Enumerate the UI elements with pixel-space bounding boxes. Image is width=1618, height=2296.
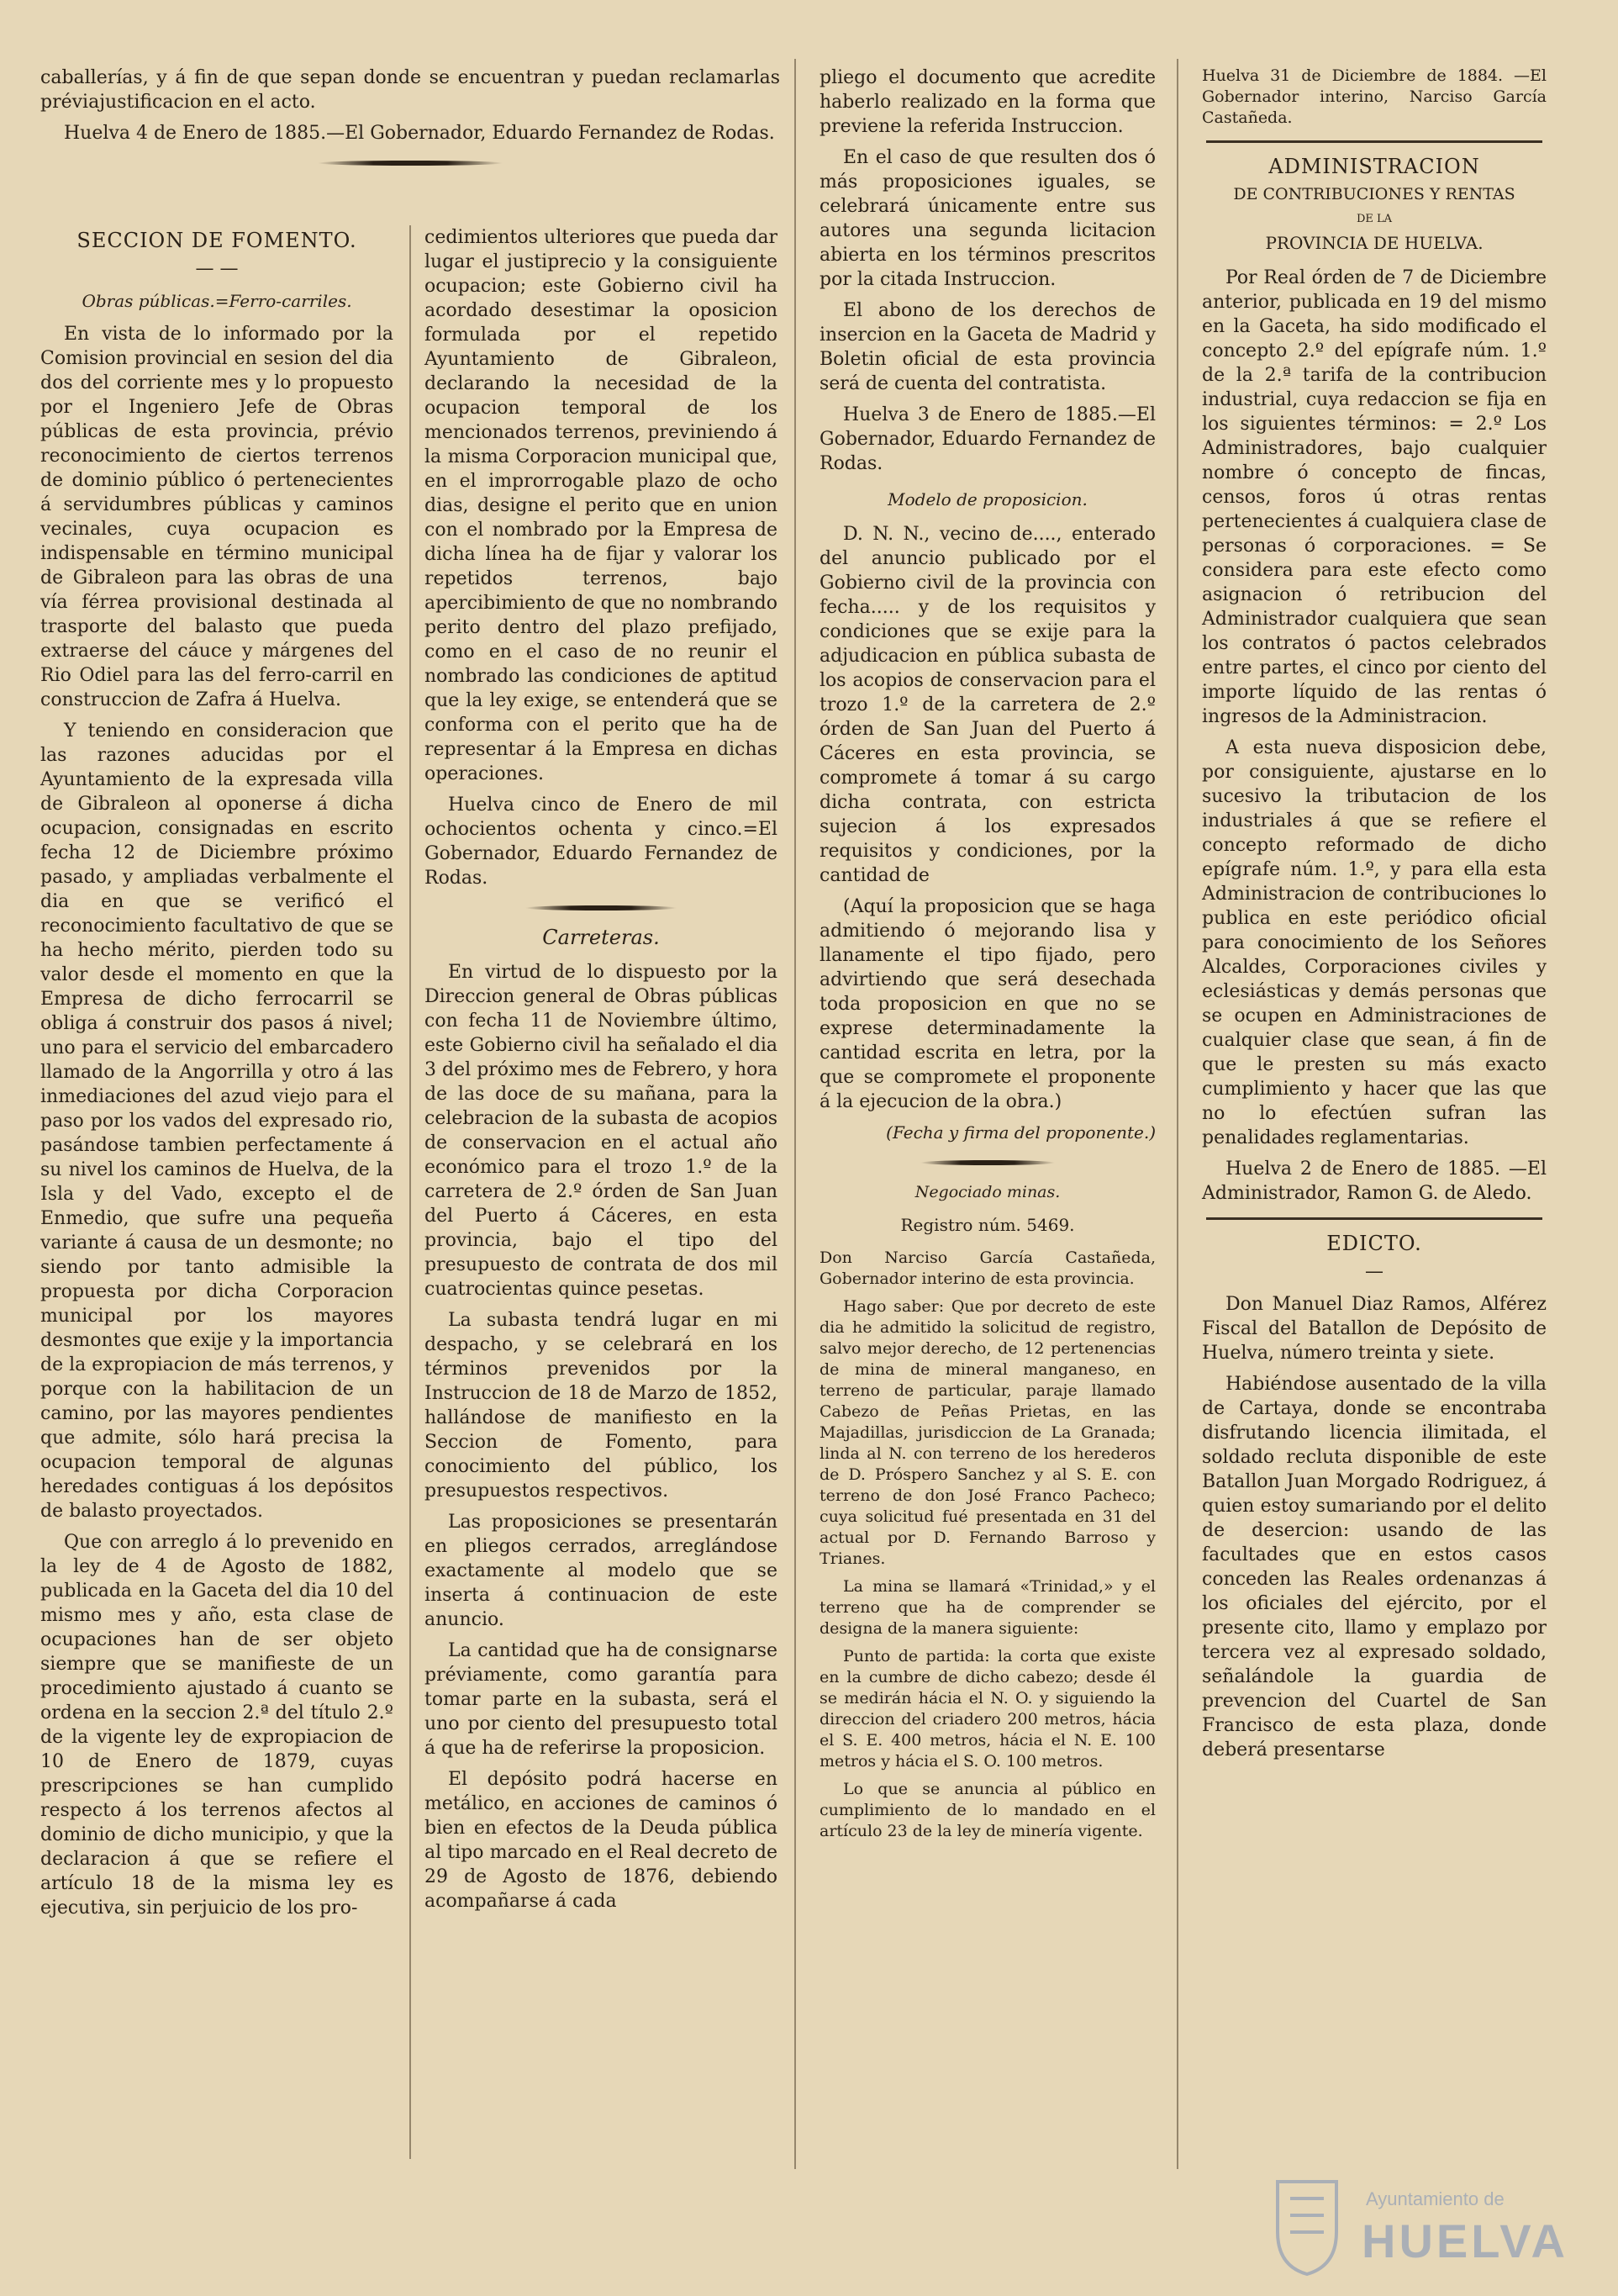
- fomento-paragraph-4: cedimientos ulteriores que pueda dar lugar el justiprecio y la consiguiente ocupacion; este Gobierno civil ha acordado desestimar la oposicion formulada por el repetido Ayuntamiento de Gibraleon, declarando la necesidad de la ocupacion temporal de los mencionados terrenos, previniendo á la misma Corporacion municipal que, en el improrrogable plazo de ocho dias, designe el perito que en union con el nombrado por la Empresa de dicha línea ha de fijar y valorar los repetidos terrenos, bajo apercibimiento de que no nombrando perito dentro del plazo prefijado, como en el caso de no reunir el nombrado las condiciones de aptitud que la ley exige, se entenderá que se conforma con el perito que ha de representar á la Empresa en dichas operaciones.: [424, 227, 777, 784]
- administracion-provincia: PROVINCIA DE HUELVA.: [1265, 233, 1484, 253]
- section-heading-fomento: SECCION DE FOMENTO.: [76, 229, 357, 252]
- column-1: [40, 220, 393, 1927]
- carreteras-paragraph-8: El abono de los derechos de insercion en la Gaceta de Madrid y Boletin oficial de esta provincia será de cuenta del contratista.: [820, 300, 1156, 394]
- ornament-rule: [318, 161, 503, 166]
- carry-signature: Huelva 4 de Enero de 1885.—El Gobernador, Eduardo Fernandez de Rodas.: [64, 123, 775, 144]
- modelo-paragraph-2: (Aquí la proposicion que se haga admitiendo ó mejorando lisa y llanamente el tipo fijado, pero advirtiendo que será desechada toda proposicion en que no se exprese determinadamente la cantidad escrita en letra, por la que se compromete el proponente á la ejecucion de la obra.): [820, 896, 1156, 1112]
- carreteras-paragraph-6: pliego el documento que acredite haberlo realizado en la forma que previene la referida Instruccion.: [820, 67, 1156, 137]
- modelo-paragraph-1: D. N. N., vecino de...., enterado del anuncio publicado por el Gobierno civil de la provincia con fecha..... y de los requisitos y condiciones que se exije para la adjudicacion en pública subasta de los acopios de conservacion para el trozo 1.º de la carretera de 2.º órden de San Juan del Puerto á Cáceres en esta provincia, se compromete á tomar á su cargo dicha contrata, con estricta sujecion á los expresados requisitos y condiciones, por la cantidad de: [820, 524, 1156, 886]
- column-rule-1: [409, 225, 411, 2159]
- registro-number: Registro núm. 5469.: [900, 1215, 1075, 1235]
- fomento-paragraph-1: En vista de lo informado por la Comision provincial en sesion del dia dos del corriente mes y lo propuesto por el Ingeniero Jefe de Obras públicas de esta provincia, prévio reconocimiento de ciertos terrenos de dominio público ó pertenecientes á servidumbres públicas y caminos vecinales, cuya ocupacion es indispensable en término municipal de Gibraleon para las obras de una vía férrea provisional destinada al trasporte del balasto que pueda extraerse del cáuce y márgenes del Rio Odiel para las del ferro-carril en construccion de Zafra á Huelva.: [40, 324, 393, 710]
- carreteras-paragraph-3: Las proposiciones se presentarán en pliegos cerrados, arreglándose exactamente al modelo que se inserta á continuacion de este anuncio.: [424, 1512, 777, 1630]
- logo-line-1: Ayuntamiento de: [1366, 2188, 1505, 2209]
- fomento-paragraph-2: Y teniendo en consideracion que las razones aducidas por el Ayuntamiento de la expresada villa de Gibraleon al oponerse á dicha ocupacion, consignadas en escrito fecha 12 de Diciembre próximo pasado, y ampliadas verbalmente el dia en que se verificó el reconocimiento facultativo de que se ha hecho mérito, pierden todo su valor desde el momento en que la Empresa de dicho ferrocarril se obliga á construir dos pasos á nivel; uno para el servicio del embarcadero llamado de la Angorrilla y otro á las inmediaciones del azud viejo para el paso por los vados del expresado rio, pasándose tambien perfectamente á su nivel los caminos de Huelva, de la Isla y del Vado, excepto el de Enmedio, que sufre una pequeña variante á causa de un desmonte; no siendo por tanto admisible la propuesta por dicha Corporacion municipal por los mayores desmontes que exije y la importancia de la expropiacion de más terrenos, y porque con la habilitacion de un camino, por las mayores pendientes que admite, sólo hará precisa la ocupacion temporal de algunas heredades contiguas á los depósitos de balasto proyectados.: [40, 720, 393, 1522]
- minas-paragraph-3: La mina se llamará «Trinidad,» y el terreno que ha de comprender se designa de la manera siguiente:: [820, 1577, 1156, 1638]
- ornament-rule: [525, 905, 677, 910]
- minas-paragraph-1: Don Narciso García Castañeda, Gobernador interino de esta provincia.: [820, 1248, 1156, 1288]
- fomento-signature: Huelva cinco de Enero de mil ochocientos ochenta y cinco.=El Gobernador, Eduardo Fernandez de Rodas.: [424, 794, 777, 889]
- logo-line-2: HUELVA: [1362, 2214, 1568, 2267]
- edicto-paragraph-1: Don Manuel Diaz Ramos, Alférez Fiscal del Batallon de Depósito de Huelva, número treinta y siete.: [1202, 1294, 1547, 1364]
- carreteras-paragraph-2: La subasta tendrá lugar en mi despacho, y se celebrará en los términos prevenidos por la Instruccion de 18 de Marzo de 1852, hallándose de manifiesto en la Seccion de Fomento, para conocimiento del público, los presupuestos respectivos.: [424, 1310, 777, 1502]
- modelo-signature: (Fecha y firma del proponente.): [886, 1122, 1156, 1143]
- administracion-paragraph-1: Por Real órden de 7 de Diciembre anterior, publicada en 19 del mismo en la Gaceta, ha sido modificado el concepto 2.º del epígrafe núm. 1.º de la 2.ª tarifa de la contribucion industrial, cuya redaccion se fija en los siguientes términos: = 2.º Los Administradores, bajo cualquier nombre ó concepto de fincas, censos, foros ú otras rentas pertenecientes á cualquiera clase de personas ó corporaciones. = Se considera para este efecto como asignacion ó retribucion del Administrador cualquiera que sean los contratos ó pactos celebrados entre partes, el cinco por ciento del importe líquido de las rentas ó ingresos de la Administracion.: [1202, 267, 1547, 727]
- administracion-paragraph-2: A esta nueva disposicion debe, por consiguiente, ajustarse en lo sucesivo la tributacion de los industriales á que se refiere el concepto reformado de dicho epígrafe núm. 1.º, y para ella esta Administracion de contribuciones lo publica en este periódico oficial para conocimiento de los Señores Alcaldes, Corporaciones civiles y eclesiásticas y demás personas que se ocupen en Administraciones de cualquier clase que sean, á fin de que le presten su más exacto cumplimiento y hacer que las que no lo efectúen sufran las penalidades reglamentarias.: [1202, 737, 1547, 1148]
- minas-heading: Negociado minas.: [914, 1183, 1061, 1201]
- subheading-obras: Obras públicas.=Ferro-carriles.: [82, 291, 352, 311]
- ornament-rule: [920, 1160, 1055, 1165]
- carreteras-paragraph-4: La cantidad que ha de consignarse préviamente, como garantía para tomar parte en la subasta, será el uno por ciento del presupuesto total á que ha de referirse la proposicion.: [424, 1640, 777, 1759]
- column-2: [424, 225, 777, 1920]
- minas-signature: Huelva 31 de Diciembre de 1884. —El Gobernador interino, Narciso García Castañeda.: [1202, 66, 1547, 127]
- heading-dash: —: [1365, 1261, 1383, 1282]
- fomento-paragraph-3: Que con arreglo á lo prevenido en la ley de 4 de Agosto de 1882, publicada en la Gaceta del dia 10 del mismo mes y año, esta clase de ocupaciones han de ser objeto siempre que se manifieste de un procedimiento ajustado á cuanto se ordena en la seccion 2.ª del título 2.º de la vigente ley de expropiacion de 10 de Enero de 1879, cuyas prescripciones se han cumplido respecto á los terrenos afectos al dominio de dicho municipio, y que la declaracion á que se refiere el artículo 18 de la misma ley es ejecutiva, sin perjuicio de los pro-: [40, 1532, 393, 1919]
- carreteras-paragraph-1: En virtud de lo dispuesto por la Direccion general de Obras públicas con fecha 11 de Noviembre último, este Gobierno civil ha señalado el dia 3 del próximo mes de Febrero, y hora de las doce de su mañana, para la celebracion de la subasta de acopios de conservacion en el actual año económico para el trozo 1.º de la carretera de 2.º órden de San Juan del Puerto á Cáceres, en esta provincia, bajo el tipo del presupuesto de contrata de dos mil cuatrocientas quince pesetas.: [424, 962, 777, 1300]
- edicto-paragraph-2: Habiéndose ausentado de la villa de Cartaya, donde se encontraba disfrutando licencia ilimitada, el soldado recluta disponible de este Batallon Juan Morgado Rodriguez, á quien estoy sumariando por el delito de desercion: usando de las facultades que en estos casos conceden las Reales ordenanzas á los oficiales del ejército, por el presente cito, llamo y emplazo por tercera vez al expresado soldado, señalándole la guardia de prevencion del Cuartel de San Francisco de esta plaza, donde deberá presentarse: [1202, 1374, 1547, 1760]
- minas-paragraph-2: Hago saber: Que por decreto de este dia he admitido la solicitud de registro, salvo mejor derecho, de 12 pertenencias de mina de mineral manganeso, en terreno de particular, paraje llamado Cabezo de Peñas Prietas, en las Majadillas, jurisdiccion de La Granada; linda al N. con terreno de los herederos de D. Próspero Sanchez y al S. E. con terreno de don José Franco Pacheco; cuya solicitud fué presentada en 31 del actual por D. Fernando Barroso y Trianes.: [820, 1297, 1156, 1568]
- minas-paragraph-5: Lo que se anuncia al público en cumplimiento de lo mandado en el artículo 23 de la ley de minería vigente.: [820, 1780, 1156, 1840]
- carreteras-heading: Carreteras.: [542, 926, 660, 949]
- administracion-heading: ADMINISTRACION: [1268, 155, 1480, 178]
- administracion-de-la: DE LA: [1356, 213, 1393, 225]
- section-rule: [1206, 1217, 1542, 1220]
- heading-dash: — —: [195, 258, 239, 279]
- column-rule-2: [794, 59, 796, 2169]
- column-4: [1202, 66, 1547, 1769]
- carreteras-signature: Huelva 3 de Enero de 1885.—El Gobernador, Eduardo Fernandez de Rodas.: [820, 404, 1156, 474]
- carreteras-paragraph-5: El depósito podrá hacerse en metálico, en acciones de caminos ó bien en efectos de la Deuda pública al tipo marcado en el Real decreto de 29 de Agosto de 1876, debiendo acompañarse á cada: [424, 1769, 777, 1912]
- carreteras-paragraph-7: En el caso de que resulten dos ó más proposiciones iguales, se celebrará únicamente entre sus autores una segunda licitacion abierta en los términos prescritos por la citada Instruccion.: [820, 147, 1156, 290]
- minas-paragraph-4: Punto de partida: la corta que existe en la cumbre de dicho cabezo; desde él se medirán hácia el N. O. y siguiendo la direccion del criadero 200 metros, hácia el S. E. 400 metros, hácia el N. E. 100 metros y hácia el S. O. 100 metros.: [820, 1647, 1156, 1771]
- administracion-subheading: DE CONTRIBUCIONES Y RENTAS: [1233, 185, 1515, 203]
- top-carry-section: [40, 66, 780, 181]
- ayuntamiento-logo: [1261, 2165, 1597, 2283]
- administracion-signature: Huelva 2 de Enero de 1885. —El Administrador, Ramon G. de Aledo.: [1202, 1159, 1547, 1204]
- column-rule-3: [1177, 59, 1178, 2169]
- modelo-title: Modelo de proposicion.: [888, 489, 1088, 509]
- carry-paragraph: caballerías, y á fin de que sepan donde se encuentran y puedan reclamarlas préviajustificacion en el acto.: [40, 67, 780, 113]
- column-3: [820, 66, 1156, 1849]
- section-rule: [1206, 140, 1542, 143]
- edicto-heading: EDICTO.: [1326, 1232, 1422, 1255]
